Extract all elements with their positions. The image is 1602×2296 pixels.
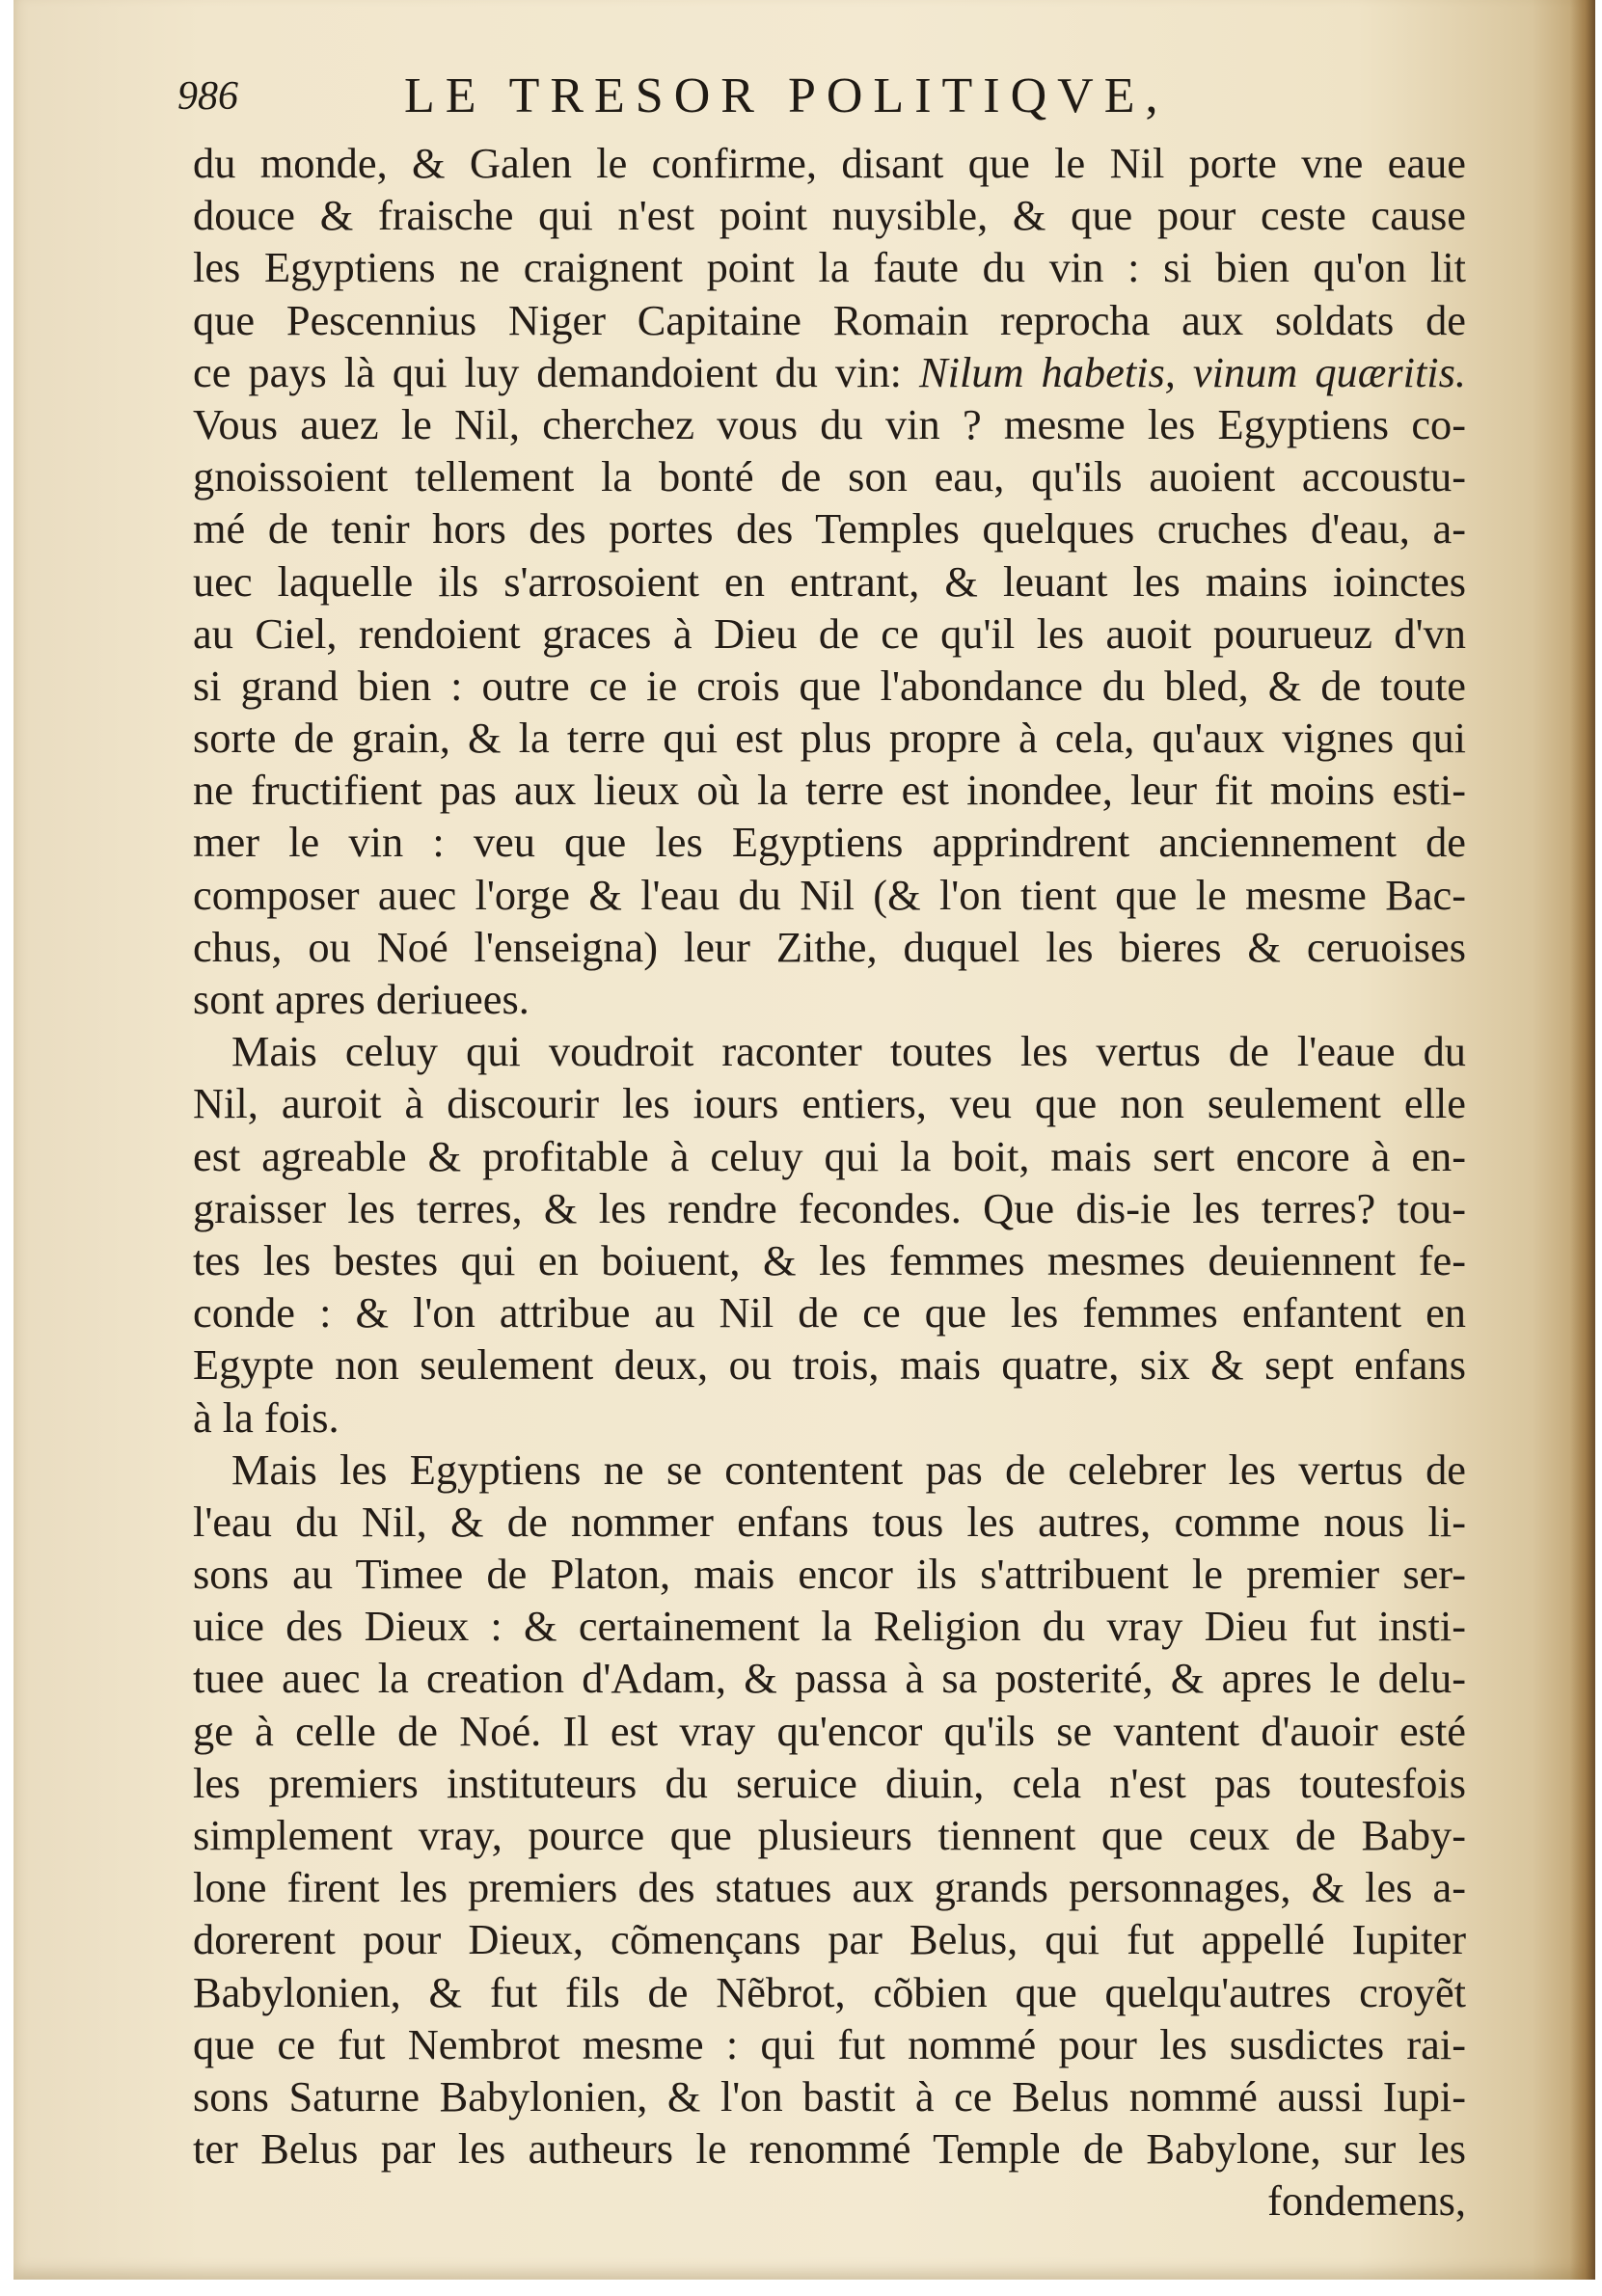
paragraph-end-line: sont apres deriuees. [193,975,529,1023]
text-line: au Ciel, rendoient graces à Dieu de ce qu'il les auoit pourueuz d'vn [193,608,1466,658]
text-line: Babylonien, & fut fils de Nẽbrot, cõbien que quelqu'autres croyẽt [193,1967,1466,2016]
text-line: lone firent les premiers des statues aux grands personnages, & les a- [193,1863,1466,1912]
text-line: du monde, & Galen le confirme, disant que le Nil porte vne eaue [193,139,1466,187]
text-line: sons au Timee de Platon, mais encor ils s'attribuent le premier ser- [193,1550,1466,1599]
text-line: dorerent pour Dieux, cõmençans par Belus, qui fut appellé Iupiter [193,1915,1466,1964]
paragraph-first-line: Mais celuy qui voudroit raconter toutes les vertus de l'eaue du [231,1027,1466,1076]
text-line: tes les bestes qui en boiuent, & les femmes mesmes deuiennent fe- [193,1235,1466,1284]
page-number: 986 [177,74,238,119]
body-text [193,137,1466,2228]
text-line: est agreable & profitable à celuy qui la boit, mais sert encore à en- [193,1131,1466,1180]
text-line: sorte de grain, & la terre qui est plus propre à cela, qu'aux vignes qui [193,714,1466,763]
text-line: composer auec l'orge & l'eau du Nil (& l'on tient que le mesme Bac- [193,870,1466,919]
text-line: sons Saturne Babylonien, & l'on bastit à ce Belus nommé aussi Iupi- [193,2071,1466,2120]
text-line: les Egyptiens ne craignent point la faute du vin : si bien qu'on lit [193,243,1466,292]
text-line: que Pescennius Niger Capitaine Romain reprocha aux soldats de [193,295,1466,344]
text-line: tuee auec la creation d'Adam, & passa à sa posterité, & apres le delu- [193,1654,1466,1703]
text-line: ter Belus par les autheurs le renommé Temple de Babylone, sur les [193,2124,1466,2174]
line-text: ce pays là qui luy demandoient du vin: [193,347,902,396]
text-line: mer le vin : veu que les Egyptiens apprindrent anciennement de [193,818,1466,867]
book-page [14,0,1595,2280]
text-line: l'eau du Nil, & de nommer enfans tous les autres, comme nous li- [193,1497,1466,1546]
text-line: ne fructifient pas aux lieux où la terre est inondee, leur fit moins esti- [193,766,1466,815]
text-line: que ce fut Nembrot mesme : qui fut nommé pour les susdictes rai- [193,2019,1466,2068]
page-edge-shadow [1570,0,1595,2280]
text-line: Nil, auroit à discourir les iours entiers, veu que non seulement elle [193,1079,1466,1128]
catchword: fondemens, [1267,2176,1466,2226]
text-line: gnoissoient tellement la bonté de son eau, qu'ils auoient accoustu- [193,452,1466,501]
paragraph-first-line: Mais les Egyptiens ne se contentent pas de celebrer les vertus de [231,1445,1466,1494]
text-line: si grand bien : outre ce ie crois que l'abondance du bled, & de toute [193,661,1466,710]
text-line: Egypte non seulement deux, ou trois, mais quatre, six & sept enfans [193,1340,1466,1390]
text-line: Vous auez le Nil, cherchez vous du vin ? mesme les Egyptiens co- [193,399,1466,448]
text-line: uice des Dieux : & certainement la Religion du vray Dieu fut insti- [193,1602,1466,1651]
running-title: LE TRESOR POLITIQVE, [404,68,1169,123]
page-header [177,64,1296,131]
text-line: mé de tenir hors des portes des Temples quelques cruches d'eau, a- [193,504,1466,554]
text-line [193,346,1466,398]
paragraph-end-line: à la fois. [193,1392,339,1442]
latin-quote: Nilum habetis, vinum quæritis. [919,347,1466,396]
text-line: douce & fraische qui n'est point nuysible, & que pour ceste cause [193,191,1466,240]
text-line: chus, ou Noé l'enseigna) leur Zithe, duquel les bieres & ceruoises [193,922,1466,971]
text-line: simplement vray, pource que plusieurs tiennent que ceux de Baby- [193,1811,1466,1859]
text-line: les premiers instituteurs du seruice diuin, cela n'est pas toutesfois [193,1758,1466,1807]
text-line: uec laquelle ils s'arrosoient en entrant, & leuant les mains ioinctes [193,556,1466,606]
text-line: conde : & l'on attribue au Nil de ce que les femmes enfantent en [193,1288,1466,1337]
text-line: graisser les terres, & les rendre fecondes. Que dis-ie les terres? tou- [193,1183,1466,1232]
text-line: ge à celle de Noé. Il est vray qu'encor qu'ils se vantent d'auoir esté [193,1706,1466,1755]
